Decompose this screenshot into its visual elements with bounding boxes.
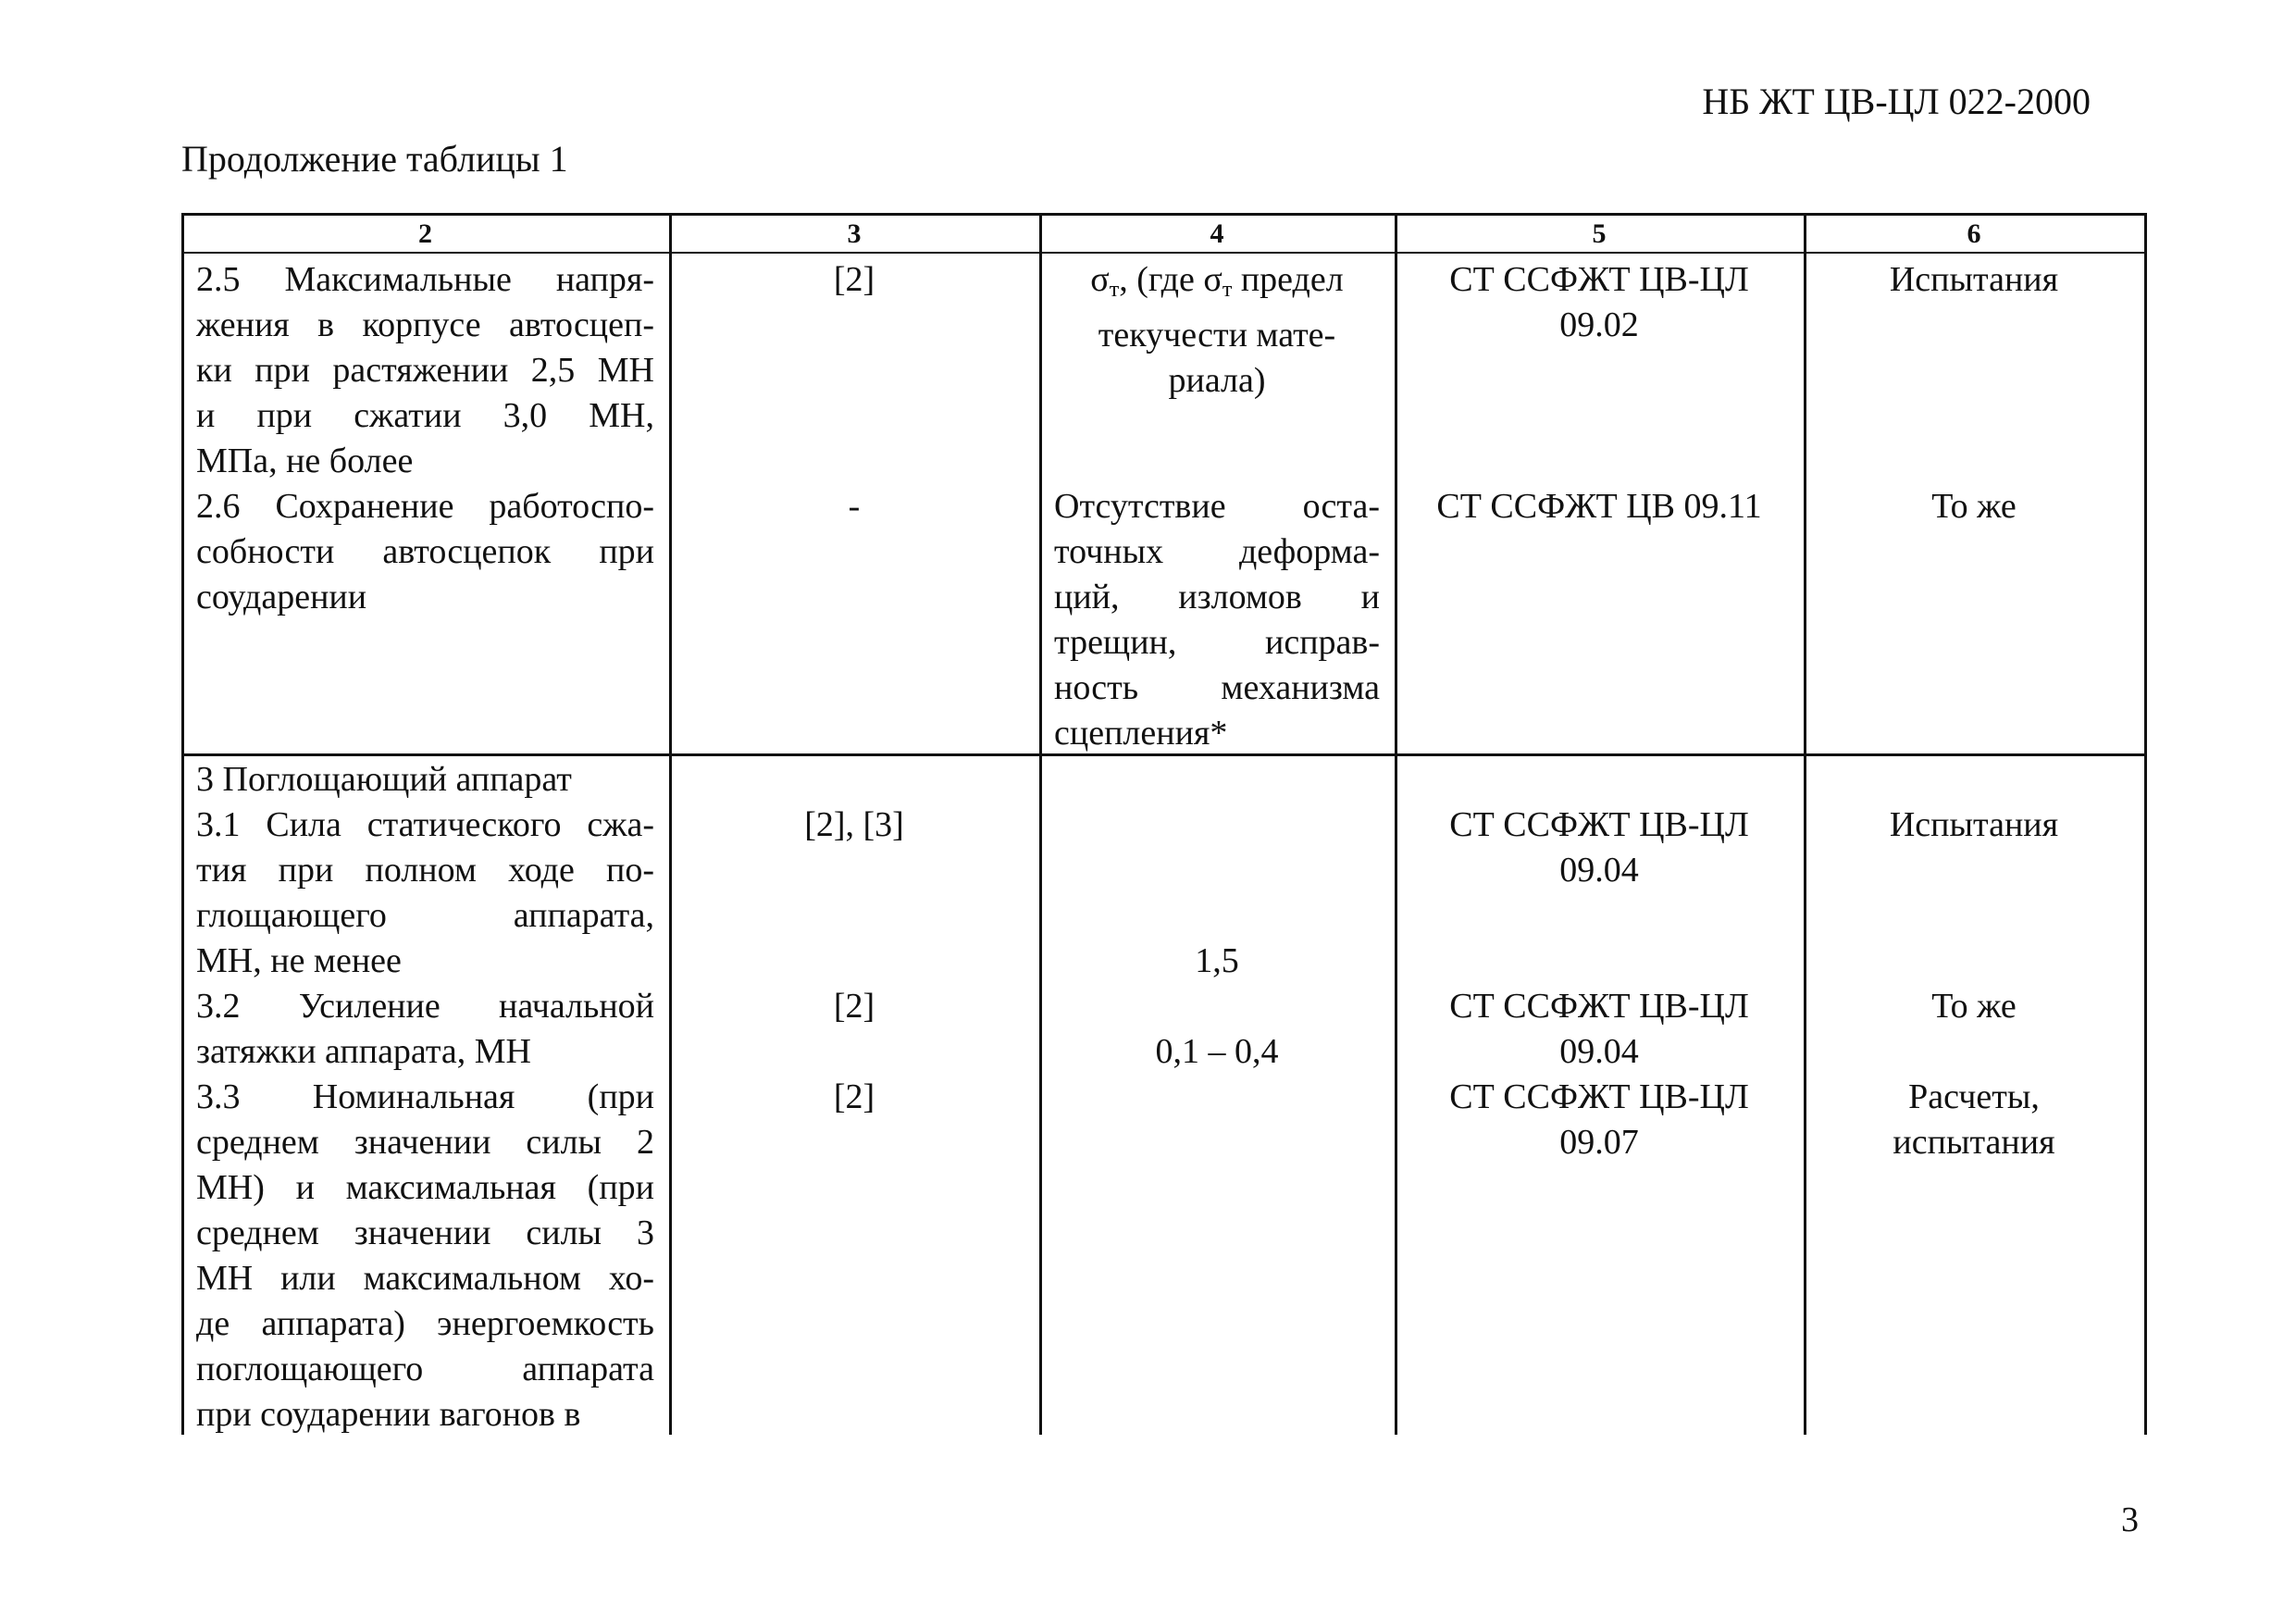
table-row: 2.6 Сохранение работоспо- собности автосцепок при соударении [196,487,654,616]
cell-text: риала) [1168,361,1266,400]
column-header: 5 [1592,218,1607,249]
section-heading: 3 Поглощающий аппарат [196,760,572,799]
control-type-cell: То же [1931,987,2017,1026]
requirements-table [181,213,2147,1435]
reference-cell: - [848,487,861,526]
norm-cell: 1,5 [1195,941,1239,980]
column-header: 2 [418,218,432,249]
control-type-cell: Испытания [1889,805,2059,844]
method-cell: СТ ССФЖТ ЦВ-ЦЛ 09.07 [1449,1077,1749,1162]
column-header: 6 [1967,218,1981,249]
page-number: 3 [2121,1500,2139,1539]
document-code: НБ ЖТ ЦВ-ЦЛ 022-2000 [1702,81,2091,122]
reference-cell: [2] [833,260,875,299]
cell-text: МПа, не более [196,442,414,480]
reference-cell: [2] [833,987,875,1026]
table-row: 3.3 Номинальная (при среднем значении силы 2 МН) и максимальная (при среднем значении силы 3 МН или максимальном хо- де аппарата) энергоемкость поглощающего аппарата при соударении вагонов в [196,1077,654,1434]
cell-text: жения в корпусе автосцеп- [196,305,654,344]
method-cell: СТ ССФЖТ ЦВ-ЦЛ 09.02 [1449,260,1749,344]
header-divider [181,252,2147,254]
norm-cell: 0,1 – 0,4 [1155,1032,1279,1071]
table-continuation-caption: Продолжение таблицы 1 [181,138,568,180]
method-cell: СТ ССФЖТ ЦВ 09.11 [1436,487,1762,526]
column-header: 3 [847,218,862,249]
control-type-cell: Испытания [1889,260,2059,299]
column-header: 4 [1210,218,1224,249]
cell-text: и при сжатии 3,0 МН, [196,396,654,435]
control-type-cell: То же [1931,487,2017,526]
cell-text: ки при растяжении 2,5 МН [196,351,654,390]
norm-cell: Отсутствие оста- точных деформа- ций, изломов и трещин, исправ- ность механизма сцепления* [1054,487,1380,753]
table-row: 3 Поглощающий аппарат 3.1 Сила статического сжа- тия при полном ходе по- глощающего аппарата, МН, не менее [196,757,654,984]
norm-cell [1039,257,1395,404]
reference-cell: [2], [3] [804,805,904,844]
table-row [196,257,654,484]
table-border-left [181,213,184,1435]
reference-cell: [2] [833,1077,875,1116]
table-border-top [181,213,2147,216]
table-border-right [2144,213,2147,1435]
method-cell: СТ ССФЖТ ЦВ-ЦЛ 09.04 [1449,987,1749,1071]
cell-text: текучести мате- [1098,316,1336,355]
cell-text: 2.5 Максимальные напря- [196,260,654,299]
table-row: 3.2 Усиление начальной затяжки аппарата, МН [196,987,654,1071]
control-type-cell: Расчеты, испытания [1893,1077,2055,1162]
method-cell: СТ ССФЖТ ЦВ-ЦЛ 09.04 [1449,805,1749,890]
yield-strength-formula: $\sigma_т$, (где $\sigma_т$ предел [1090,260,1344,302]
